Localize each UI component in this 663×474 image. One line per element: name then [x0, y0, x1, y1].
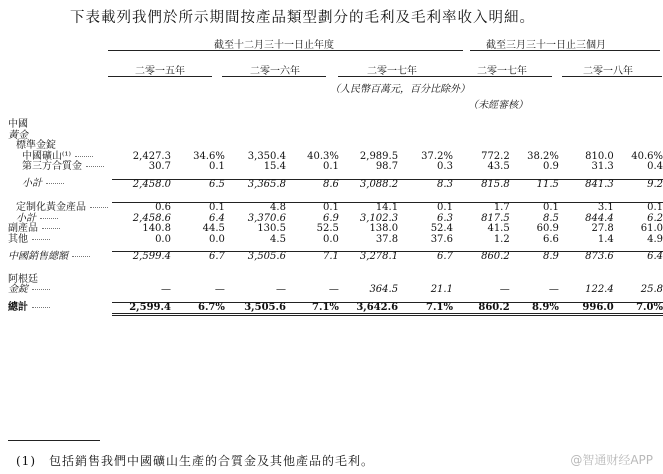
table-cell: 772.2 [481, 150, 510, 162]
table-cell: 43.5 [487, 161, 510, 172]
table-cell: 38.2% [527, 150, 559, 162]
row-label: 金錠 [8, 285, 112, 296]
table-cell: 4.5 [270, 233, 286, 245]
table-cell: 30.7 [148, 161, 171, 172]
quarter-period-header: 截至三月三十一日止三個月 [486, 40, 606, 51]
table-cell: 4.9 [647, 233, 663, 245]
table-cell: 3,370.6 [247, 212, 286, 224]
table-cell: 140.8 [142, 223, 171, 234]
unit-note: （人民幣百萬元，百分比除外） [330, 84, 470, 95]
row-label: 黃金 [8, 129, 28, 141]
table-cell: 2,599.4 [112, 302, 171, 315]
table-row-others [8, 235, 663, 246]
table-cell: 60.9 [536, 223, 559, 234]
table-cell: 6.3 [437, 212, 453, 224]
table-cell: 25.8 [640, 284, 663, 295]
footnote: (1) 包括銷售我們中國礦山生產的合質金及其他產品的毛利。 [16, 454, 375, 468]
year-rule-2017 [338, 76, 460, 77]
table-cell: 41.5 [487, 223, 510, 234]
table-cell: 3,505.6 [225, 302, 286, 315]
table-cell: 7.1% [398, 302, 453, 315]
table-cell: 52.5 [316, 223, 339, 234]
row-label: 總計 [8, 302, 112, 315]
table-cell: 40.6% [631, 150, 663, 162]
table-cell: 37.2% [421, 150, 453, 162]
table-cell: 2,458.6 [132, 212, 171, 224]
table-cell: 860.2 [453, 252, 510, 263]
row-label: 標準金錠 [16, 140, 56, 151]
table-row-byproducts [8, 224, 663, 235]
table-cell: 98.7 [375, 161, 399, 172]
table-cell: 6.9 [323, 212, 339, 224]
table-cell: 0.1 [171, 203, 225, 214]
table-cell: 122.4 [585, 284, 614, 295]
table-cell: 7.1 [286, 252, 339, 263]
table-cell: 8.6 [286, 179, 339, 190]
table-cell: 52.4 [430, 223, 453, 234]
table-cell: — [328, 284, 339, 295]
table-cell: 3,642.6 [339, 302, 398, 315]
table-cell: 7.1% [286, 302, 339, 315]
table-cell: — [275, 284, 286, 295]
table-row-standard-ingots [8, 141, 663, 152]
table-cell: 3,102.3 [359, 212, 399, 224]
table-cell: 841.3 [559, 179, 614, 190]
table-cell: 27.8 [591, 223, 614, 234]
year-rule-2017-q1 [452, 76, 552, 77]
table-row-china [8, 120, 663, 131]
table-cell: 6.7 [171, 252, 225, 263]
table-cell: 40.3% [307, 150, 339, 162]
table-cell: 37.6 [430, 233, 453, 245]
annual-period-header: 截至十二月三十一日止年度 [214, 40, 334, 51]
quarter-header-rule [470, 50, 660, 51]
table-row-gold [8, 131, 663, 142]
watermark: @智通财经APP [570, 453, 653, 467]
table-cell: 2,458.0 [112, 179, 171, 190]
table-cell: 0.9 [542, 161, 559, 172]
year-header-2015: 二零一五年 [135, 66, 185, 77]
table-cell: 14.1 [339, 203, 398, 214]
table-row-china-total [8, 252, 663, 263]
table-cell: 0.1 [614, 203, 663, 214]
annual-header-rule [108, 50, 463, 51]
table-cell: 4.8 [225, 203, 286, 214]
table-cell: — [499, 284, 510, 295]
row-label: 中國銷售總額 [8, 252, 112, 263]
table-cell: 3,088.2 [339, 179, 398, 190]
table-cell: 34.6% [193, 150, 225, 162]
footnote-rule [8, 440, 100, 441]
row-label: 中國 [8, 119, 28, 130]
table-cell: 21.1 [430, 284, 453, 295]
year-header-2017-q1: 二零一七年 [477, 66, 527, 77]
year-header-2017: 二零一七年 [367, 66, 417, 77]
table-cell: 0.3 [437, 161, 453, 172]
row-label: 第三方合質金 [8, 162, 112, 173]
year-rule-2016 [222, 76, 326, 77]
table-cell: 996.0 [559, 302, 614, 315]
intro-text: 下表載列我們於所示期間按產品類型劃分的毛利及毛利率收入明細。 [70, 10, 535, 26]
table-cell: 0.1 [398, 203, 453, 214]
row-label: 阿根廷 [8, 273, 38, 285]
row-label: 副產品 [8, 224, 112, 235]
table-cell: 2,989.5 [359, 150, 399, 162]
table-cell: 0.1 [510, 203, 559, 214]
unaudited-note: （未經審核） [468, 100, 528, 111]
table-cell: 130.5 [257, 223, 286, 234]
table-cell: 6.4 [614, 252, 663, 263]
table-cell: 8.3 [398, 179, 453, 190]
table-cell: 11.5 [510, 179, 559, 190]
table-cell: 61.0 [640, 223, 663, 234]
table-cell: 9.2 [614, 179, 663, 190]
year-rule-2018-q1 [562, 76, 662, 77]
table-cell: 3,350.4 [247, 150, 286, 162]
table-cell: 6.7 [398, 252, 453, 263]
table-cell: 0.1 [323, 161, 339, 172]
table-cell: 1.2 [493, 233, 510, 245]
row-label: 中國礦山⁽¹⁾ [8, 152, 112, 163]
table-cell: 0.0 [323, 233, 339, 245]
table-cell: — [214, 284, 225, 295]
table-cell: 844.4 [585, 212, 614, 224]
table-cell: 3,365.8 [225, 179, 286, 190]
table-cell: 364.5 [369, 284, 399, 295]
table-cell: 31.3 [591, 161, 614, 172]
table-cell: 3,278.1 [339, 252, 398, 263]
table-row-third-party [8, 162, 663, 173]
table-cell: — [548, 284, 559, 295]
table-cell: 44.5 [202, 223, 225, 234]
table-cell: 6.2 [647, 212, 663, 224]
table-cell: 15.4 [263, 161, 286, 172]
table-cell: 37.8 [375, 233, 399, 245]
table-cell: 6.4 [208, 212, 225, 224]
table-cell: 6.5 [171, 179, 225, 190]
year-header-2018-q1: 二零一八年 [583, 66, 633, 77]
table-cell: 0.4 [647, 161, 663, 172]
table-cell: 2,427.3 [132, 150, 171, 162]
table-cell: 3.1 [559, 203, 614, 214]
table-cell: 873.6 [559, 252, 614, 263]
table-cell: 810.0 [585, 150, 614, 162]
table-cell: 1.7 [453, 203, 510, 214]
table-cell: 8.9 [510, 252, 559, 263]
table-cell: 6.7% [171, 302, 225, 315]
table-cell: 0.0 [155, 233, 171, 245]
row-label: 小計 [8, 214, 112, 225]
table-cell: 138.0 [369, 223, 399, 234]
table-cell: 7.0% [614, 302, 663, 315]
table-cell: 815.8 [453, 179, 510, 190]
table-cell: 3,505.6 [225, 252, 286, 263]
table-cell: 8.5 [542, 212, 559, 224]
table-row-custom-gold [8, 203, 663, 214]
table-cell: 817.5 [481, 212, 510, 224]
table-cell: 0.6 [112, 203, 171, 214]
table-cell: 8.9% [510, 302, 559, 315]
table-row-subtotal-ingots [8, 179, 663, 190]
row-label: 小計 [8, 179, 112, 190]
table-cell: — [160, 284, 171, 295]
table-cell: 2,599.4 [112, 252, 171, 263]
table-cell: 860.2 [453, 302, 510, 315]
gross-profit-table [8, 120, 663, 316]
table-cell: 0.1 [208, 161, 225, 172]
table-row-argentina-ingots [8, 285, 663, 296]
table-cell: 0.1 [286, 203, 339, 214]
table-row-grand-total [8, 302, 663, 315]
table-cell: 0.0 [208, 233, 225, 245]
table-cell: 6.6 [542, 233, 559, 245]
table-cell: 1.4 [597, 233, 614, 245]
row-label: 其他 [8, 235, 112, 246]
year-rule-2015 [108, 76, 212, 77]
row-label: 定制化黃金產品 [8, 203, 112, 214]
year-header-2016: 二零一六年 [250, 66, 300, 77]
